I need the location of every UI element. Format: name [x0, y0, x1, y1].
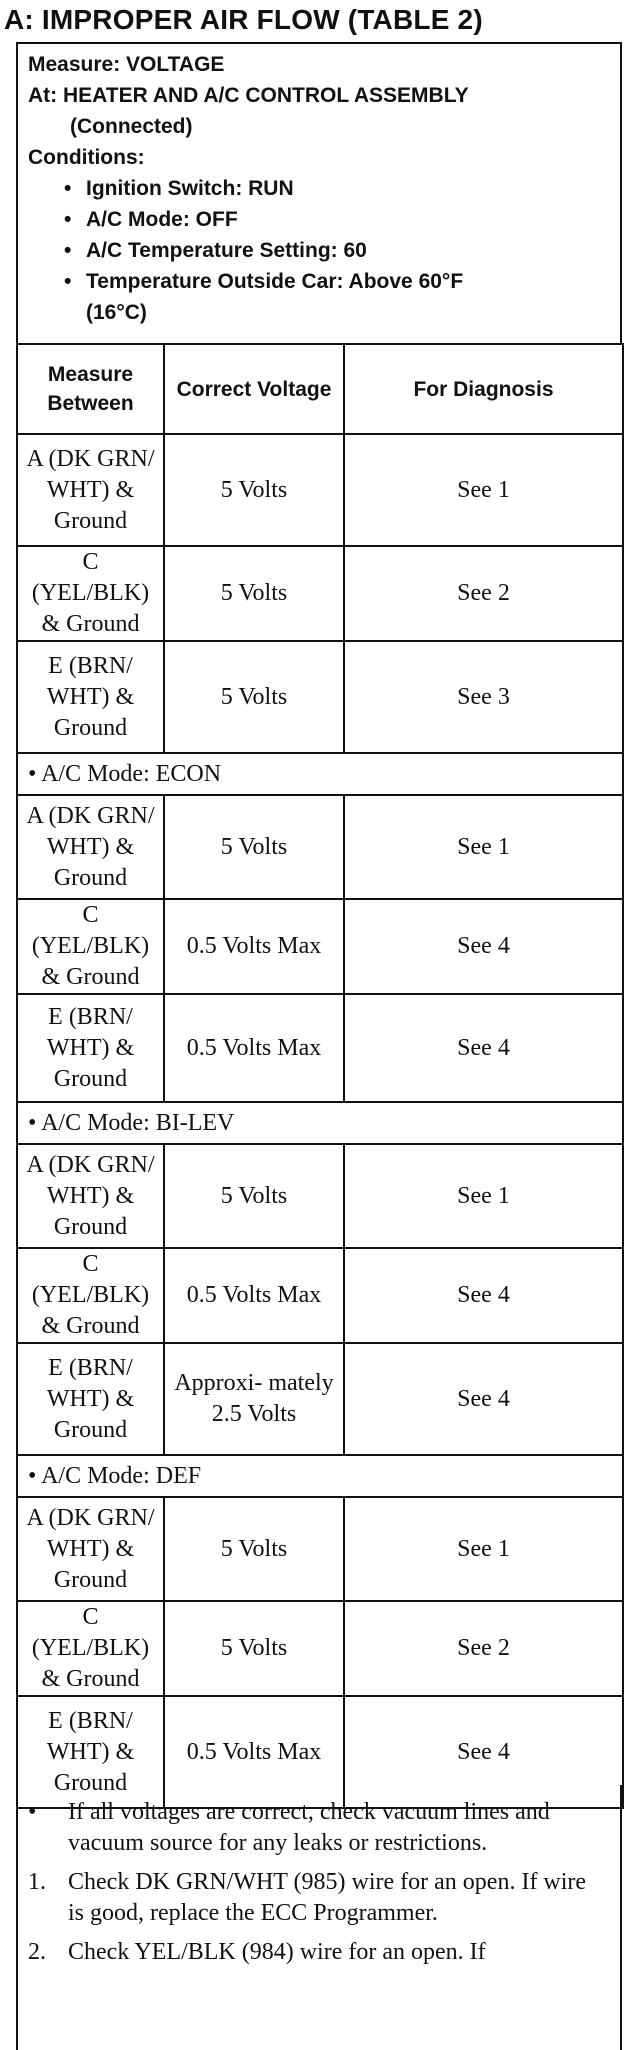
note-item	[28, 1937, 606, 1968]
page-title: A: IMPROPER AIR FLOW (TABLE 2)	[4, 4, 483, 35]
cell-diagnosis: See 1	[344, 434, 623, 546]
note-text: If all voltages are correct, check vacuum lines and vacuum source for any leaks or restrictions.	[68, 1799, 550, 1856]
cell-voltage: 5 Volts	[164, 795, 344, 899]
table-row	[17, 1601, 623, 1696]
cell-voltage: 0.5 Volts Max	[164, 1248, 344, 1343]
cell-diagnosis: See 3	[344, 641, 623, 753]
table-row	[17, 1343, 623, 1455]
mode-label: • A/C Mode: BI-LEV	[17, 1102, 623, 1144]
condition-item: • Ignition Switch: RUN	[64, 173, 610, 204]
cell-diagnosis: See 4	[344, 1248, 623, 1343]
cell-voltage: 0.5 Volts Max	[164, 1696, 344, 1808]
note-text: Check DK GRN/WHT (985) wire for an open. If wire is good, replace the ECC Programmer.	[68, 1869, 587, 1926]
condition-item: • A/C Temperature Setting: 60	[64, 235, 610, 266]
mode-row-bilev	[17, 1102, 623, 1144]
mode-label: • A/C Mode: DEF	[17, 1455, 623, 1497]
table-row	[17, 795, 623, 899]
cell-voltage: Approxi- mately 2.5 Volts	[164, 1343, 344, 1455]
cell-between: E (BRN/ WHT) & Ground	[17, 994, 164, 1102]
cell-between: A (DK GRN/ WHT) & Ground	[17, 1144, 164, 1248]
table-row	[17, 994, 623, 1102]
cell-diagnosis: See 4	[344, 994, 623, 1102]
at-line: At: HEATER AND A/C CONTROL ASSEMBLY	[28, 84, 469, 107]
cell-between: C (YEL/BLK) & Ground	[17, 899, 164, 994]
cell-voltage: 0.5 Volts Max	[164, 899, 344, 994]
cell-between: A (DK GRN/ WHT) & Ground	[17, 1497, 164, 1601]
cell-diagnosis: See 1	[344, 795, 623, 899]
measure-line: Measure: VOLTAGE	[28, 53, 225, 76]
note-item	[28, 1797, 606, 1859]
notes-section	[16, 1785, 622, 2050]
cell-diagnosis: See 4	[344, 1343, 623, 1455]
conditions-list	[28, 173, 610, 328]
cell-between: C (YEL/BLK) & Ground	[17, 546, 164, 641]
cell-between: A (DK GRN/ WHT) & Ground	[17, 795, 164, 899]
condition-item: • A/C Mode: OFF	[64, 204, 610, 235]
table-row	[17, 899, 623, 994]
mode-row-econ	[17, 753, 623, 795]
note-text: Check YEL/BLK (984) wire for an open. If	[68, 1939, 486, 1965]
cell-voltage: 5 Volts	[164, 434, 344, 546]
cell-diagnosis: See 4	[344, 899, 623, 994]
cell-between: E (BRN/ WHT) & Ground	[17, 1343, 164, 1455]
table-row	[17, 1497, 623, 1601]
cell-between: C (YEL/BLK) & Ground	[17, 1601, 164, 1696]
cell-diagnosis: See 4	[344, 1696, 623, 1808]
cell-voltage: 5 Volts	[164, 1497, 344, 1601]
table-row	[17, 546, 623, 641]
cell-voltage: 5 Volts	[164, 546, 344, 641]
header-for-diagnosis: For Diagnosis	[344, 344, 623, 434]
connected-line: (Connected)	[70, 115, 193, 138]
cell-between: E (BRN/ WHT) & Ground	[17, 641, 164, 753]
cell-diagnosis: See 2	[344, 1601, 623, 1696]
cell-between: C (YEL/BLK) & Ground	[17, 1248, 164, 1343]
cell-diagnosis: See 1	[344, 1144, 623, 1248]
note-item	[28, 1867, 606, 1929]
header-correct-voltage: Correct Voltage	[164, 344, 344, 434]
condition-item: • Temperature Outside Car: Above 60°F (16°C)	[64, 266, 610, 328]
note-bullet: •	[28, 1799, 37, 1825]
mode-row-def	[17, 1455, 623, 1497]
note-number: 1.	[28, 1869, 46, 1895]
cell-between: A (DK GRN/ WHT) & Ground	[17, 434, 164, 546]
cell-voltage: 5 Volts	[164, 641, 344, 753]
mode-label: • A/C Mode: ECON	[17, 753, 623, 795]
table-row	[17, 1248, 623, 1343]
measure-conditions-box	[16, 42, 622, 345]
header-measure-between: Measure Between	[17, 344, 164, 434]
cell-diagnosis: See 2	[344, 546, 623, 641]
table-header-row	[17, 344, 623, 434]
cell-voltage: 5 Volts	[164, 1601, 344, 1696]
cell-diagnosis: See 1	[344, 1497, 623, 1601]
cell-voltage: 5 Volts	[164, 1144, 344, 1248]
voltage-table	[16, 343, 624, 1809]
table-row	[17, 641, 623, 753]
note-number: 2.	[28, 1939, 46, 1965]
cell-voltage: 0.5 Volts Max	[164, 994, 344, 1102]
cell-between: E (BRN/ WHT) & Ground	[17, 1696, 164, 1808]
table-row	[17, 434, 623, 546]
conditions-label: Conditions:	[28, 146, 145, 169]
table-row	[17, 1144, 623, 1248]
